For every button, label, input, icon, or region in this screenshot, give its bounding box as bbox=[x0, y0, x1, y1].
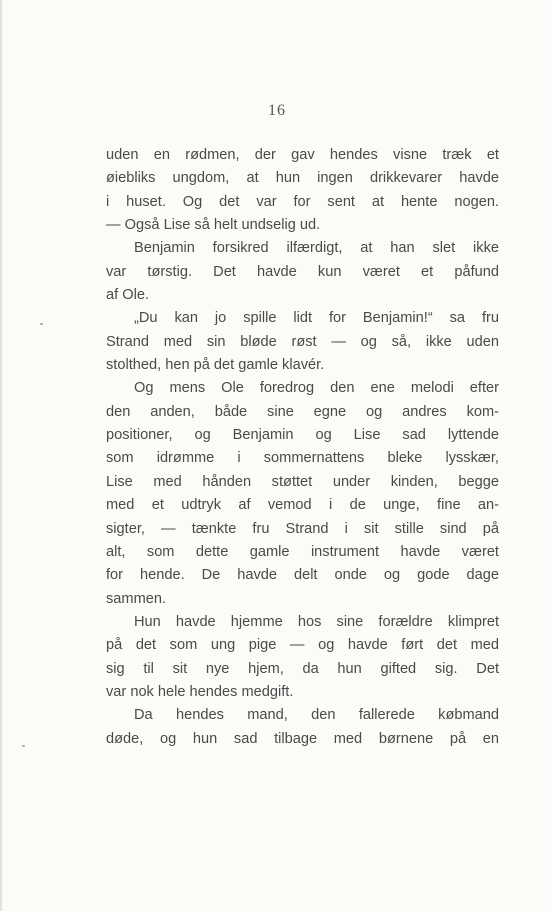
text-line: som idrømme i sommernattens bleke lysskær, bbox=[106, 450, 499, 467]
text-line: var tørstig. Det havde kun været et påfund bbox=[106, 263, 499, 280]
text-line: Benjamin forsikred ilfærdigt, at han slet ikke bbox=[134, 240, 499, 257]
text-line: Hun havde hjemme hos sine forældre klimpret bbox=[134, 613, 499, 630]
text-line: „Du kan jo spille lidt for Benjamin!“ sa fru bbox=[134, 310, 499, 327]
text-line: Lise med hånden støttet under kinden, begge bbox=[106, 473, 499, 490]
text-line: af Ole. bbox=[106, 287, 149, 304]
text-line: Og mens Ole foredrog den ene melodi efter bbox=[134, 380, 499, 397]
text-line: uden en rødmen, der gav hendes visne træk et bbox=[106, 147, 499, 163]
text-line: for hende. De havde delt onde og gode dage bbox=[106, 567, 499, 584]
text-line: døde, og hun sad tilbage med børnene på en bbox=[106, 730, 499, 747]
text-line: sig til sit nye hjem, da hun gifted sig. Det bbox=[106, 660, 499, 677]
text-line: på det som ung pige — og havde ført det med bbox=[106, 637, 499, 654]
paper-speck bbox=[40, 323, 43, 325]
text-line: med et udtryk af vemod i de unge, fine an- bbox=[106, 497, 499, 514]
text-line: sigter, — tænkte fru Strand i sit stille sind på bbox=[106, 520, 499, 537]
text-line: sammen. bbox=[106, 590, 167, 607]
paper-speck bbox=[22, 745, 25, 747]
text-line: — Også Lise så helt undselig ud. bbox=[106, 217, 321, 234]
text-line: stolthed, hen på det gamle klavér. bbox=[106, 357, 325, 374]
text-line: den anden, både sine egne og andres kom- bbox=[106, 403, 499, 420]
body-text bbox=[106, 144, 499, 751]
text-line: øiebliks ungdom, at hun ingen drikkevarer havde bbox=[106, 170, 499, 187]
text-line: var nok hele hendes medgift. bbox=[106, 683, 294, 700]
text-line: i huset. Og det var for sent at hente nogen. bbox=[106, 193, 499, 210]
text-line: Da hendes mand, den fallerede købmand bbox=[134, 707, 499, 724]
page-number: 16 bbox=[268, 102, 286, 119]
text-line: positioner, og Benjamin og Lise sad lyttende bbox=[106, 427, 499, 444]
text-line: Strand med sin bløde røst — og så, ikke uden bbox=[106, 333, 499, 350]
text-line: alt, som dette gamle instrument havde været bbox=[106, 543, 499, 560]
